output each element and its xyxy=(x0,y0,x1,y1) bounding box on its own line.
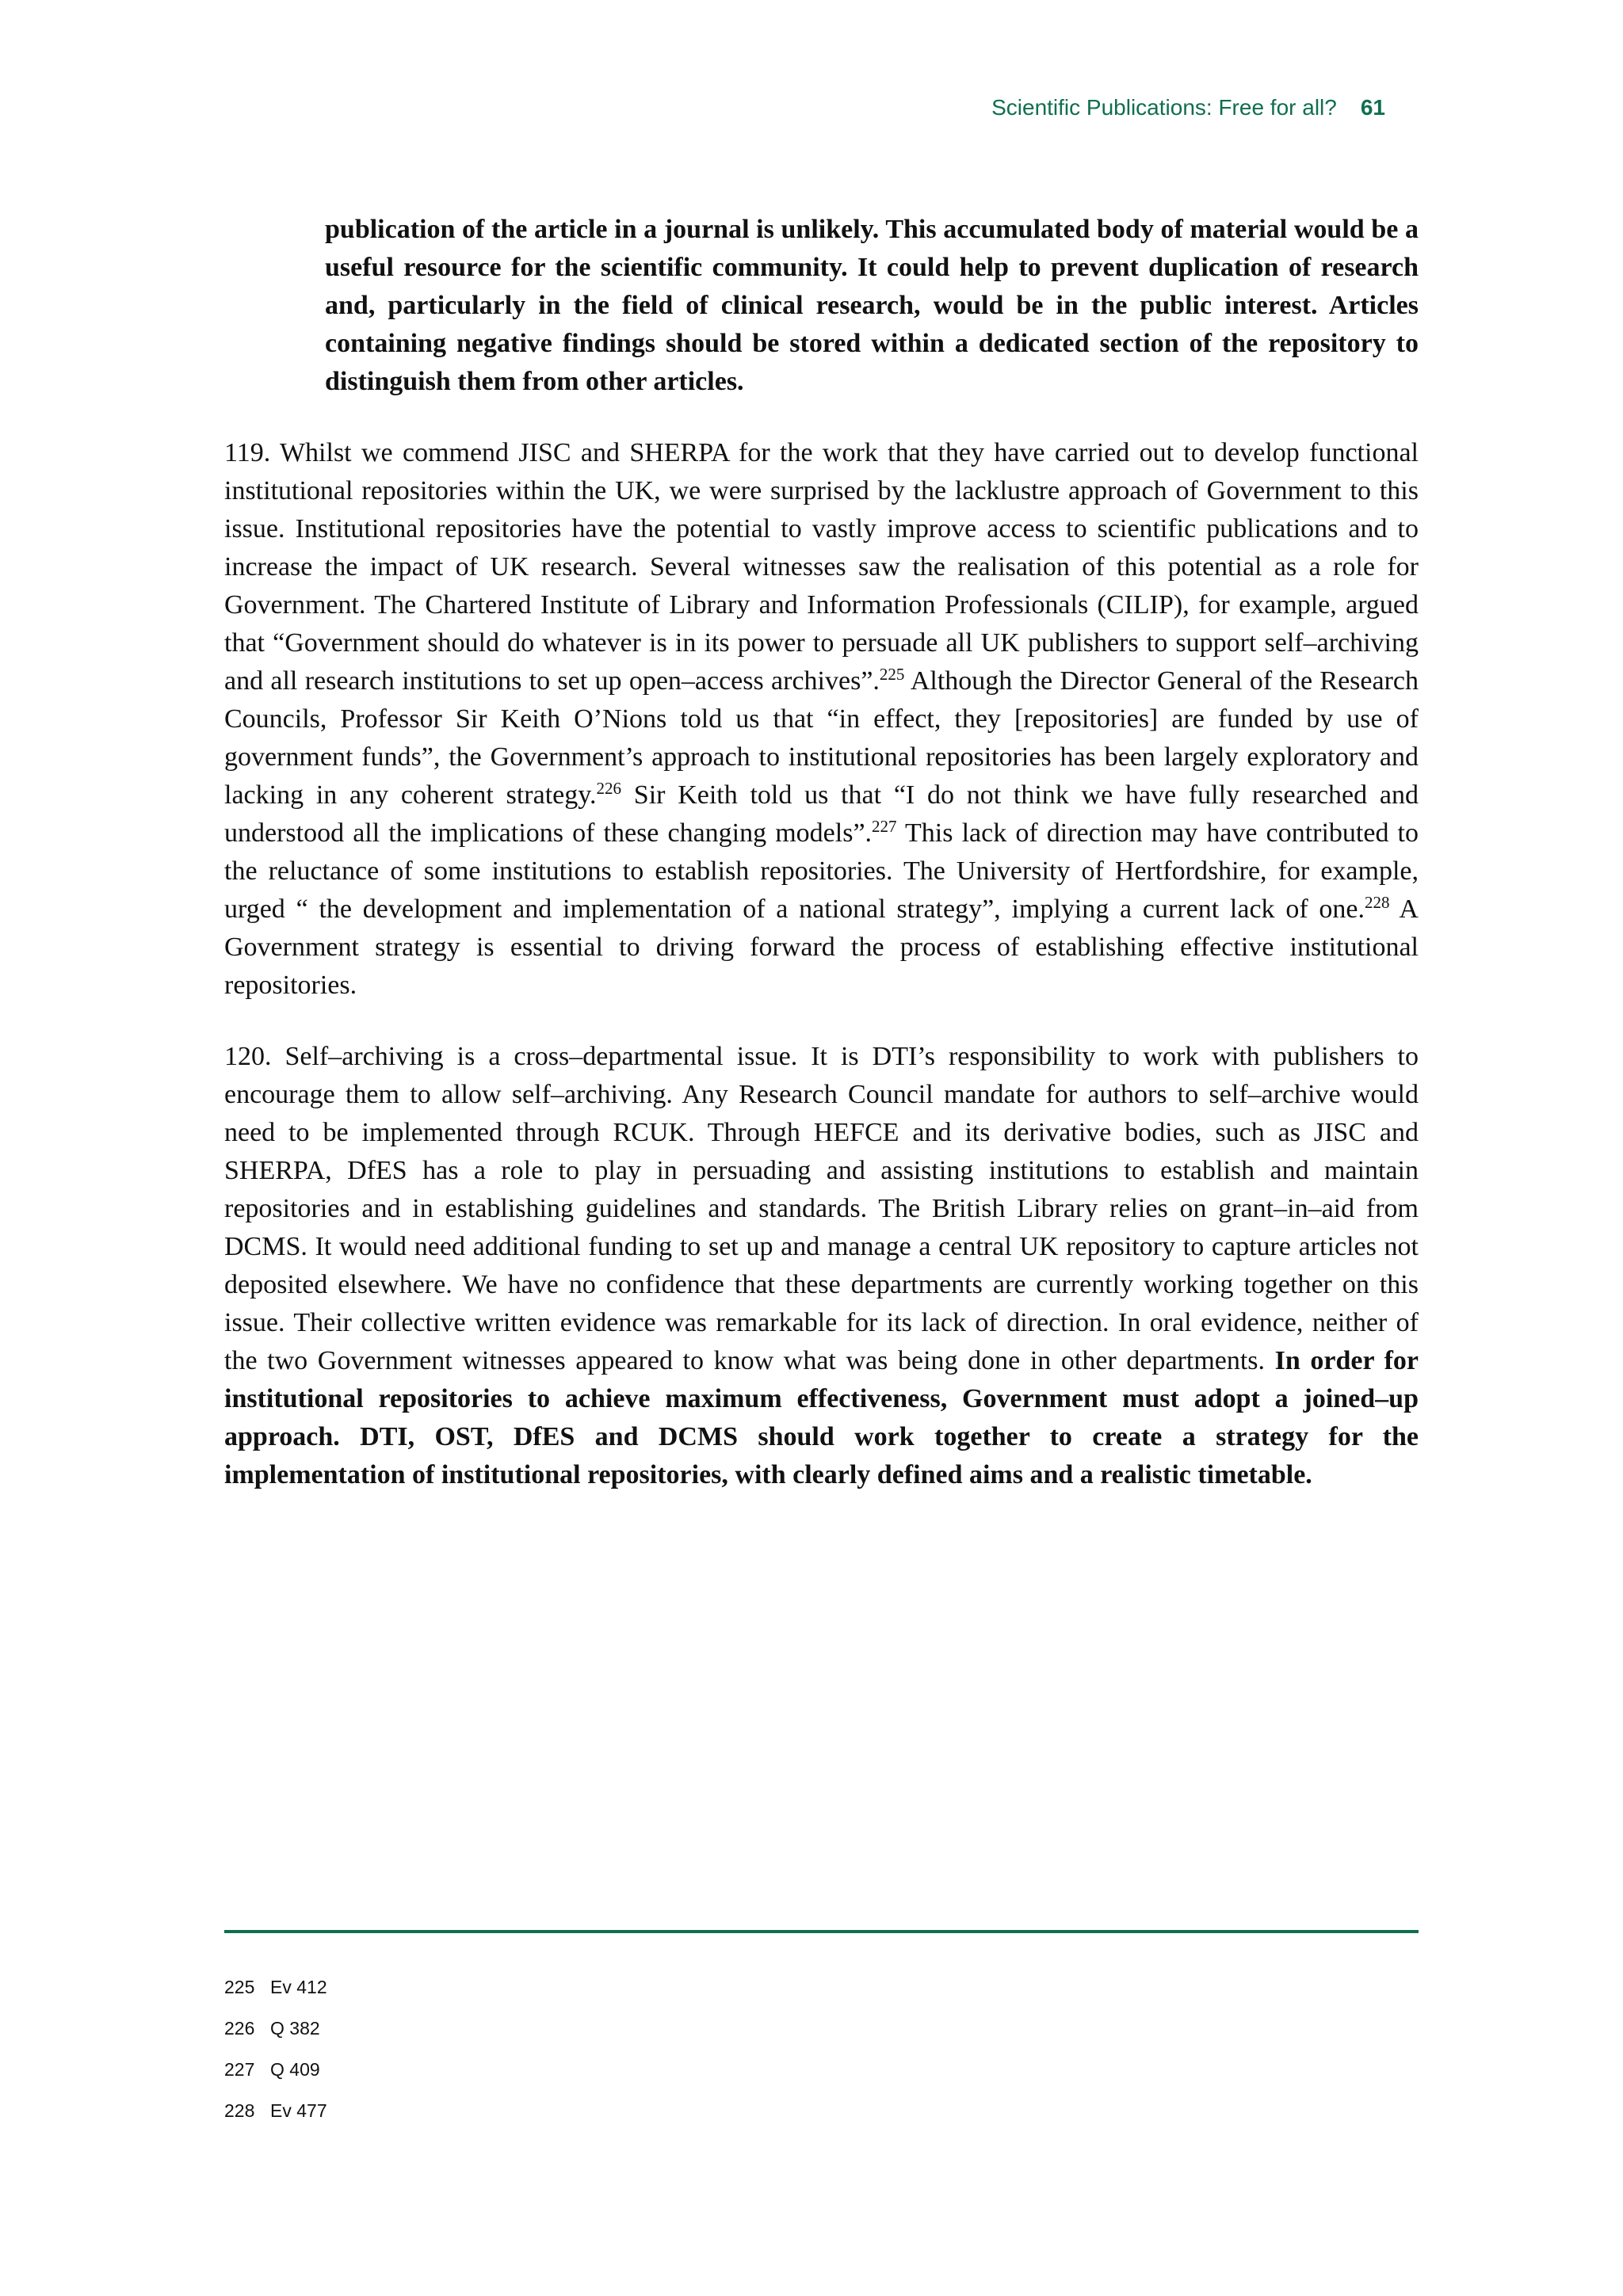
footnote-ref-225: 225 xyxy=(879,665,905,685)
footnote-number: 226 xyxy=(224,2018,255,2039)
footnote-ref-226: 226 xyxy=(596,779,622,799)
footnote-ref-227: 227 xyxy=(872,817,897,837)
text-segment: This lack of direction may have contributed to the reluctance of some institutions to establish repositories. The University of Hertfordshire, for example, urged “ the development and implementation of a national strategy”, implying a current lack of one. xyxy=(224,818,1419,924)
footnote-text: Ev 477 xyxy=(270,2100,327,2121)
text-segment: Sir Keith told us that “I do not think we have fully researched and understood all the implications of these changing models”. xyxy=(224,780,1419,848)
footnote-ref-228: 228 xyxy=(1365,893,1390,913)
text-segment: 120. Self–archiving is a cross–departmental issue. It is DTI’s responsibility to work with publishers to encourage them to allow self–archiving. Any Research Council mandate for authors to self–archive would need to be implemented through RCUK. Through HEFCE and its derivative bodies, such as JISC and SHERPA, DfES has a role to play in persuading and assisting institutions to establish and maintain repositories and in establishing guidelines and standards. The British Library relies on grant–in–aid from DCMS. It would need additional funding to set up and manage a central UK repository to capture articles not deposited elsewhere. We have no confidence that these departments are currently working together on this issue. Their collective written evidence was remarkable for its lack of direction. In oral evidence, neither of the two Government witnesses appeared to know what was being done in other departments. xyxy=(224,1042,1419,1375)
running-header-title: Scientific Publications: Free for all? xyxy=(991,95,1337,120)
footnote-text: Q 382 xyxy=(270,2018,320,2039)
footnote-226 xyxy=(224,2008,1419,2049)
footnote-text: Q 409 xyxy=(270,2059,320,2080)
footnote-225 xyxy=(224,1966,1419,2008)
text-segment: publication of the article in a journal is unlikely. This accumulated body of material would be a useful resource for the scientific community. It could help to prevent duplication of research and, particularly in the field of clinical research, would be in the public interest. Articles containing negative findings should be stored within a dedicated section of the repository to distinguish them from other articles. xyxy=(325,215,1419,396)
footnote-228 xyxy=(224,2090,1419,2131)
text-segment: Although the Director General of the Research Councils, Professor Sir Keith O’Nions told us that “in effect, they [repositories] are funded by use of government funds”, the Government’s approach to institutional repositories has been largely exploratory and lacking in any coherent strategy. xyxy=(224,666,1419,810)
page-content xyxy=(224,211,1419,1494)
paragraph-119 xyxy=(224,434,1419,1005)
text-segment: 119. Whilst we commend JISC and SHERPA for the work that they have carried out to develop functional institutional repositories within the UK, we were surprised by the lacklustre approach of Government to this issue. Institutional repositories have the potential to vastly improve access to scientific publications and to increase the impact of UK research. Several witnesses saw the realisation of this potential as a role for Government. The Chartered Institute of Library and Information Professionals (CILIP), for example, argued that “Government should do whatever is in its power to persuade all UK publishers to support self–archiving and all research institutions to set up open–access archives”. xyxy=(224,438,1419,696)
running-header xyxy=(224,92,1385,124)
recommendation-quote-block xyxy=(325,211,1419,401)
footnote-227 xyxy=(224,2049,1419,2090)
footnote-divider-rule xyxy=(224,1930,1419,1933)
footnote-text: Ev 412 xyxy=(270,1977,327,1997)
page-number: 61 xyxy=(1360,95,1385,120)
paragraph-120 xyxy=(224,1038,1419,1494)
footnotes-list xyxy=(224,1966,1419,2131)
footnote-section xyxy=(224,1930,1419,2131)
text-segment: In order for institutional repositories to achieve maximum effectiveness, Government must adopt a joined–up approach. DTI, OST, DfES and DCMS should work together to create a strategy for the implementation of institutional repositories, with clearly defined aims and a realistic timetable. xyxy=(224,1346,1419,1489)
text-segment: A Government strategy is essential to driving forward the process of establishing effective institutional repositories. xyxy=(224,894,1419,1000)
footnote-number: 228 xyxy=(224,2100,255,2121)
footnote-number: 227 xyxy=(224,2059,255,2080)
footnote-number: 225 xyxy=(224,1977,255,1997)
